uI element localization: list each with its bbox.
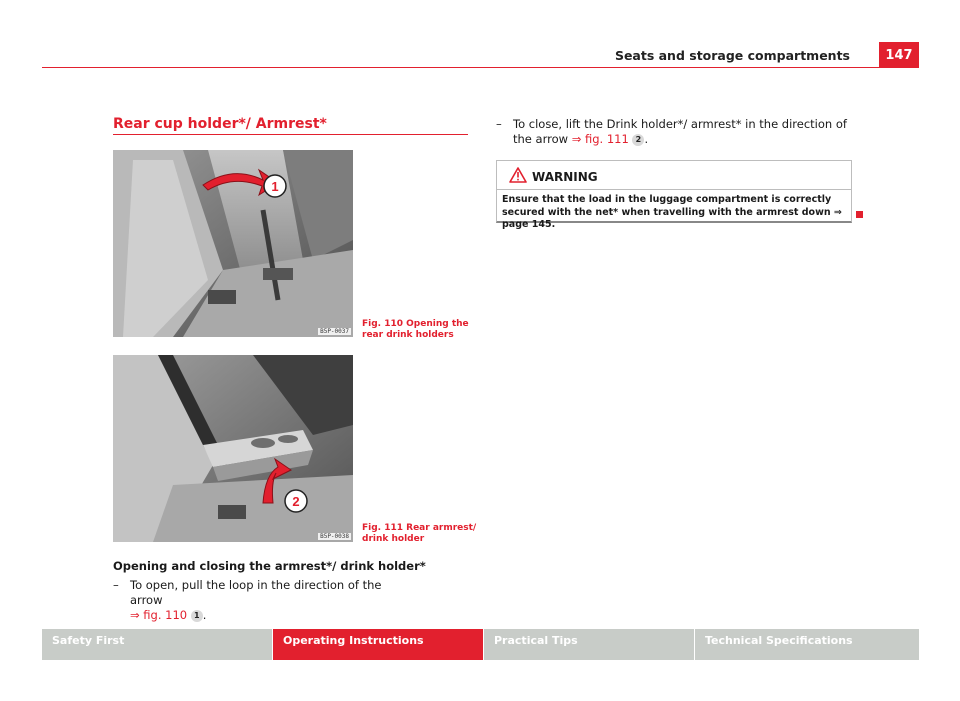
warning-triangle-icon [509,167,527,183]
warning-title: WARNING [532,170,598,184]
subheading-armrest: Opening and closing the armrest*/ drink holder* [113,559,426,573]
callout-number: 2 [632,134,644,146]
tab-operating-instructions[interactable]: Operating Instructions [273,629,483,660]
section-rule [113,134,468,135]
section-end-marker [856,211,863,218]
step-close: – To close, lift the Drink holder*/ armrest* in the direction of the arrow ⇒ fig. 111 2 . [496,117,847,146]
figure-caption-1: Fig. 110 Opening the rear drink holders [362,319,469,340]
seat-illustration-2 [113,355,353,542]
figure-ref-link[interactable]: ⇒ fig. 110 [130,608,188,622]
section-title: Rear cup holder*/ Armrest* [113,116,327,132]
figure-rear-armrest [113,355,353,542]
figure-code-1: B5P-0037 [320,328,349,335]
figure-opening-drink-holders [113,150,353,337]
step-open: – To open, pull the loop in the direction of the arrow ⇒ fig. 110 1 . [113,578,382,622]
page-number: 147 [879,42,919,68]
callout-number: 1 [191,610,203,622]
figure-code-2: B5P-0038 [320,533,349,540]
seat-illustration-1 [113,150,353,337]
tab-safety-first[interactable]: Safety First [42,629,272,660]
figure-marker-2: 2 [292,494,300,509]
figure-ref-link[interactable]: ⇒ fig. 111 [571,132,629,146]
page-ref-link[interactable]: ⇒ page 145. [502,206,842,230]
tab-technical-specifications[interactable]: Technical Specifications [695,629,919,660]
chapter-tabs [42,629,919,660]
warning-header [497,161,851,190]
figure-marker-1: 1 [271,179,279,194]
warning-text: Ensure that the load in the luggage compartment is correctly secured with the net* when travelling with the armrest down ⇒ page 145. [502,194,842,230]
running-header-title: Seats and storage compartments [614,48,850,63]
header-rule [42,67,879,68]
figure-caption-2: Fig. 111 Rear armrest/ drink holder [362,523,477,544]
tab-practical-tips[interactable]: Practical Tips [484,629,694,660]
warning-box [496,160,852,230]
